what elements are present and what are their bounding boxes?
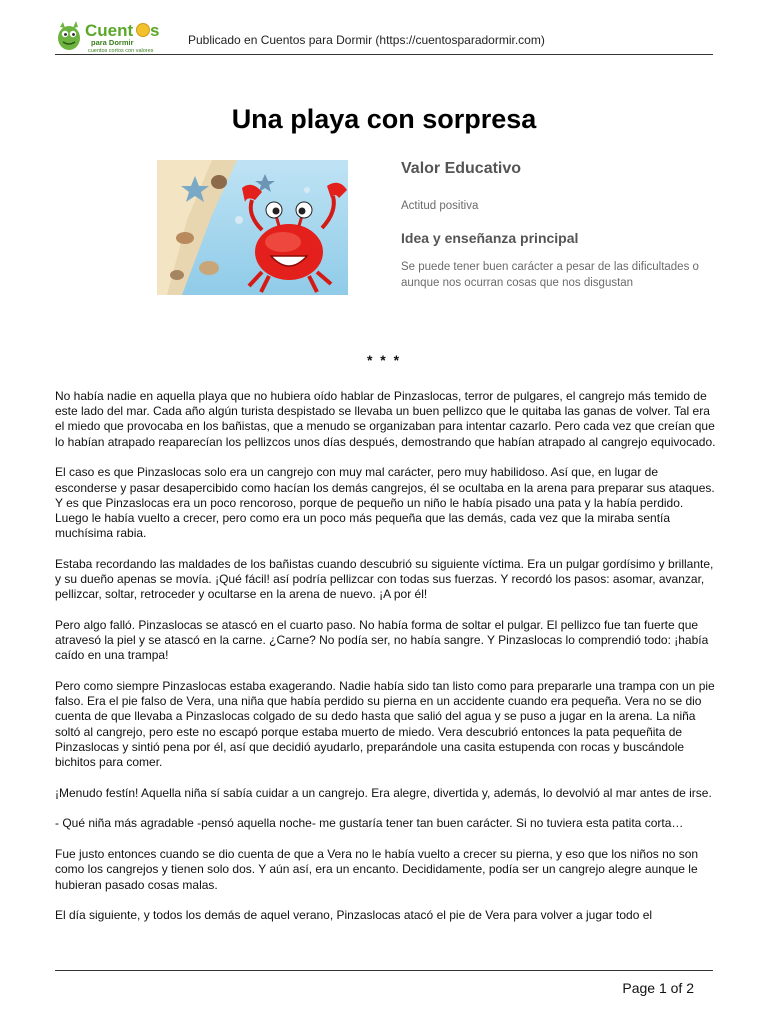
story-body bbox=[55, 389, 717, 939]
story-paragraph: Fue justo entonces cuando se dio cuenta de que a Vera no le había vuelto a crecer su pierna, y eso que los niños no son como los cangrejos y tienen solo dos. Y aún así, era un encanto. Decididamente, podía ser un cangrejo alegre aunque le hubieran pasado cosas malas. bbox=[55, 847, 699, 892]
story-paragraph: No había nadie en aquella playa que no hubiera oído hablar de Pinzaslocas, terror de pulgares, el cangrejo más temido de este lado del mar. Cada año algún turista despistado se llevaba un buen pellizco que le quitaba las ganas de volver. Tal era el miedo que provocaba en los bañistas, que a menudo se organizaban para intentar cazarlo. Pero cada vez que creían que lo habían atrapado reaparecían los pellizcos unos días después, demostrando que habían atrapado al cangrejo equivocado. bbox=[55, 389, 716, 449]
story-title: Una playa con sorpresa bbox=[231, 104, 537, 134]
story-paragraph: - Qué niña más agradable -pensó aquella noche- me gustaría tener tan buen carácter. Si no tuviera esta patita corta… bbox=[55, 816, 684, 831]
educational-value-panel bbox=[401, 158, 711, 291]
svg-text:s: s bbox=[150, 21, 160, 40]
crab-illustration bbox=[157, 160, 348, 295]
educational-value-text: Actitud positiva bbox=[401, 200, 479, 212]
svg-text:para Dormir: para Dormir bbox=[91, 38, 134, 47]
cuentos-logo-icon[interactable] bbox=[55, 16, 177, 54]
story-paragraph: El caso es que Pinzaslocas solo era un cangrejo con muy mal carácter, pero muy habilidoso. Así que, en lugar de esconderse y pasar desapercibido como hacían los demás cangrejos, él se ocultaba en la arena para preparar sus ataques. Y es que Pinzaslocas era un poco rencoroso, porque de pequeño un niño le había pisado una pata y la había perdido. Luego le había vuelto a crecer, pero como era un poco más pequeña que las demás, cada vez que la miraba sentía muchísima rabia. bbox=[55, 465, 715, 541]
story-paragraph: Pero como siempre Pinzaslocas estaba exagerando. Nadie había sido tan listo como para prepararle una trampa con un pie falso. Era el pie falso de Vera, una niña que había perdido su pierna en un accidente cuando era pequeña. Vera no se dio cuenta de que llevaba a Pinzaslocas colgado de su dedo hasta que salió del agua y se puso a jugar en la arena. La niña soltó al cangrejo, pero este no escapó porque estaba muerto de miedo. Vera descubrió entonces la pata pequeñita de Pinzaslocas y sintió pena por él, así que decidió ayudarlo, preparándole una casita estupenda con rocas y buscándole bichitos para comer. bbox=[55, 679, 715, 770]
footer-divider bbox=[55, 970, 713, 971]
story-paragraph: ¡Menudo festín! Aquella niña sí sabía cuidar a un cangrejo. Era alegre, divertida y, además, lo devolvió al mar antes de irse. bbox=[55, 785, 712, 800]
header-divider bbox=[55, 54, 713, 55]
story-paragraph: Estaba recordando las maldades de los bañistas cuando descubrió su siguiente víctima. Era un pulgar gordísimo y brillante, y su dueño apenas se movía. ¡Qué fácil! así podría pellizcar con todas sus fuerzas. Y recordó los pasos: asomar, avanzar, pellizcar, soltar, retroceder y ocultarse en la arena de nuevo. ¡A por él! bbox=[55, 556, 714, 602]
story-paragraph: El día siguiente, y todos los demás de aquel verano, Pinzaslocas atacó el pie de Vera para volver a jugar todo el bbox=[55, 908, 653, 923]
published-note: Publicado en Cuentos para Dormir (https://cuentosparadormir.com) bbox=[188, 33, 545, 47]
section-separator: * * * bbox=[366, 352, 402, 368]
educational-value-heading: Valor Educativo bbox=[401, 160, 522, 177]
svg-text:cuentos cortos con valores: cuentos cortos con valores bbox=[88, 48, 154, 54]
main-idea-text: Se puede tener buen carácter a pesar de las dificultades o aunque nos ocurran cosas que nos disgustan bbox=[401, 261, 699, 289]
main-idea-heading: Idea y enseñanza principal bbox=[401, 230, 579, 246]
story-paragraph: Pero algo falló. Pinzaslocas se atascó en el cuarto paso. No había forma de soltar el pulgar. El pellizco fue tan fuerte que atravesó la piel y se atascó en la carne. ¿Carne? No podía ser, no había sangre. Y Pinzaslocas lo comprendió todo: ¡había caído en una trampa! bbox=[55, 617, 709, 663]
page-number: Page 1 of 2 bbox=[622, 980, 694, 996]
page-header bbox=[55, 14, 713, 54]
svg-text:Cuent: Cuent bbox=[85, 21, 134, 40]
